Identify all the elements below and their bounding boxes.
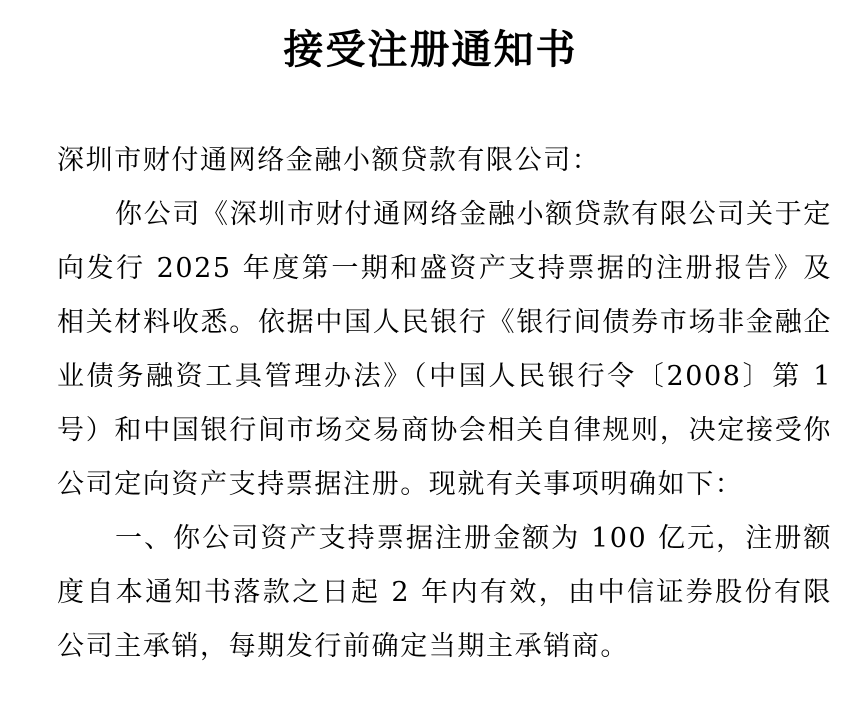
document-title: 接受注册通知书 — [283, 26, 578, 73]
document-body — [57, 134, 832, 674]
paragraph-item-one: 一、你公司资产支持票据注册金额为 100 亿元，注册额度自本通知书落款之日起 2 年内有效，由中信证券股份有限公司主承销，每期发行前确定当期主承销商。 — [57, 523, 832, 662]
paragraph-receipt-decision: 你公司《深圳市财付通网络金融小额贷款有限公司关于定向发行 2025 年度第一期和盛资产支持票据的注册报告》及相关材料收悉。依据中国人民银行《银行间债券市场非金融企业债务融资工具管理办法》（中国人民银行令〔2008〕第 1 号）和中国银行间市场交易商协会相关自律规则，决定接受你公司定向资产支持票据注册。现就有关事项明确如下： — [57, 199, 832, 500]
salutation: 深圳市财付通网络金融小额贷款有限公司： — [57, 145, 601, 176]
